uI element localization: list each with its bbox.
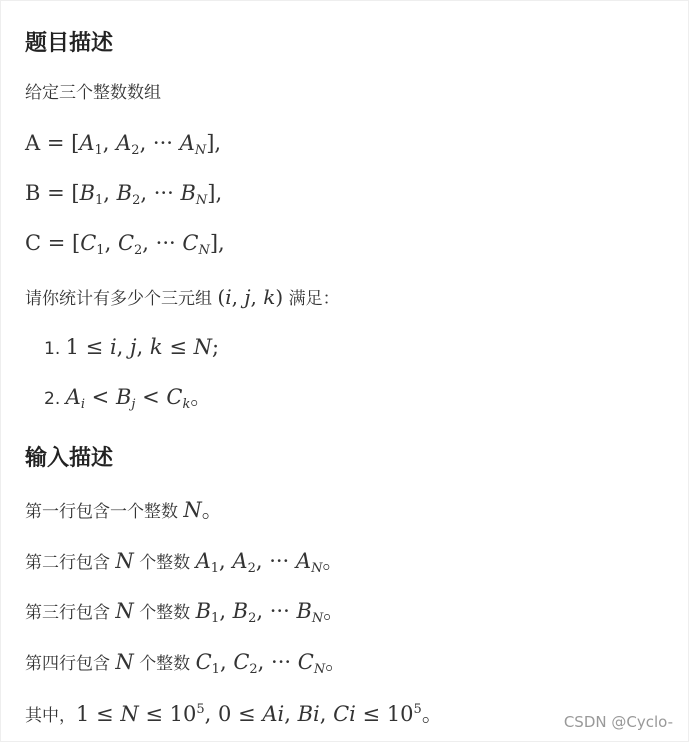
formula: N: [115, 650, 134, 674]
condition-item-1: [44, 337, 219, 358]
ask-suffix: 满足：: [288, 289, 340, 309]
ask-prefix: 请你统计有多少个三元组: [25, 289, 212, 309]
formula: N: [115, 599, 134, 623]
condition-number: 1.: [44, 339, 61, 359]
problem-ask: [25, 287, 340, 308]
formula: $B_1$, $B_2$, ··· $B_N$。: [195, 599, 345, 626]
input-text: 第二行包含: [25, 553, 110, 573]
problem-intro: 给定三个整数数组: [25, 83, 161, 103]
heading-input: 输入描述: [25, 446, 114, 471]
condition-number: 2.: [44, 389, 61, 409]
condition-formula: $A_i < B_j < C_k$。: [65, 385, 212, 412]
constraint-prefix: 其中，: [25, 706, 76, 726]
array-a: $A = [A_1$, $A_2$, ··· $A_N$],: [25, 131, 222, 158]
watermark: CSDN @Cyclo-: [563, 713, 673, 731]
input-text: 第四行包含: [25, 654, 110, 674]
constraint-formula: $1 \le N \le 10^5$, 0 ≤ Ai, Bi, $Ci \le 10^5$。: [76, 702, 443, 726]
condition-formula: 1 ≤ i, j, k ≤ N;: [65, 335, 220, 359]
input-text: 第一行包含一个整数: [25, 502, 178, 522]
formula: $C_1$, $C_2$, ··· $C_N$。: [195, 650, 347, 677]
input-line-2: [25, 549, 344, 576]
triple-formula: (i, j, k): [217, 285, 284, 309]
count-word: 个整数: [139, 654, 191, 674]
input-text: 第三行包含: [25, 603, 110, 623]
input-line-4: [25, 650, 347, 677]
input-line-1: [25, 500, 223, 521]
formula: $A_1$, $A_2$, ··· $A_N$。: [195, 549, 344, 576]
formula: N。: [183, 498, 223, 522]
array-b: $B = [B_1$, $B_2$, ··· $B_N$],: [25, 181, 223, 208]
input-constraint: [25, 704, 443, 725]
count-word: 个整数: [139, 603, 191, 623]
array-c: $C = [C_1$, $C_2$, ··· $C_N$],: [25, 231, 225, 258]
heading-problem: 题目描述: [25, 31, 114, 56]
count-word: 个整数: [139, 553, 191, 573]
input-line-3: [25, 599, 345, 626]
formula: N: [115, 549, 134, 573]
condition-item-2: [44, 385, 212, 412]
